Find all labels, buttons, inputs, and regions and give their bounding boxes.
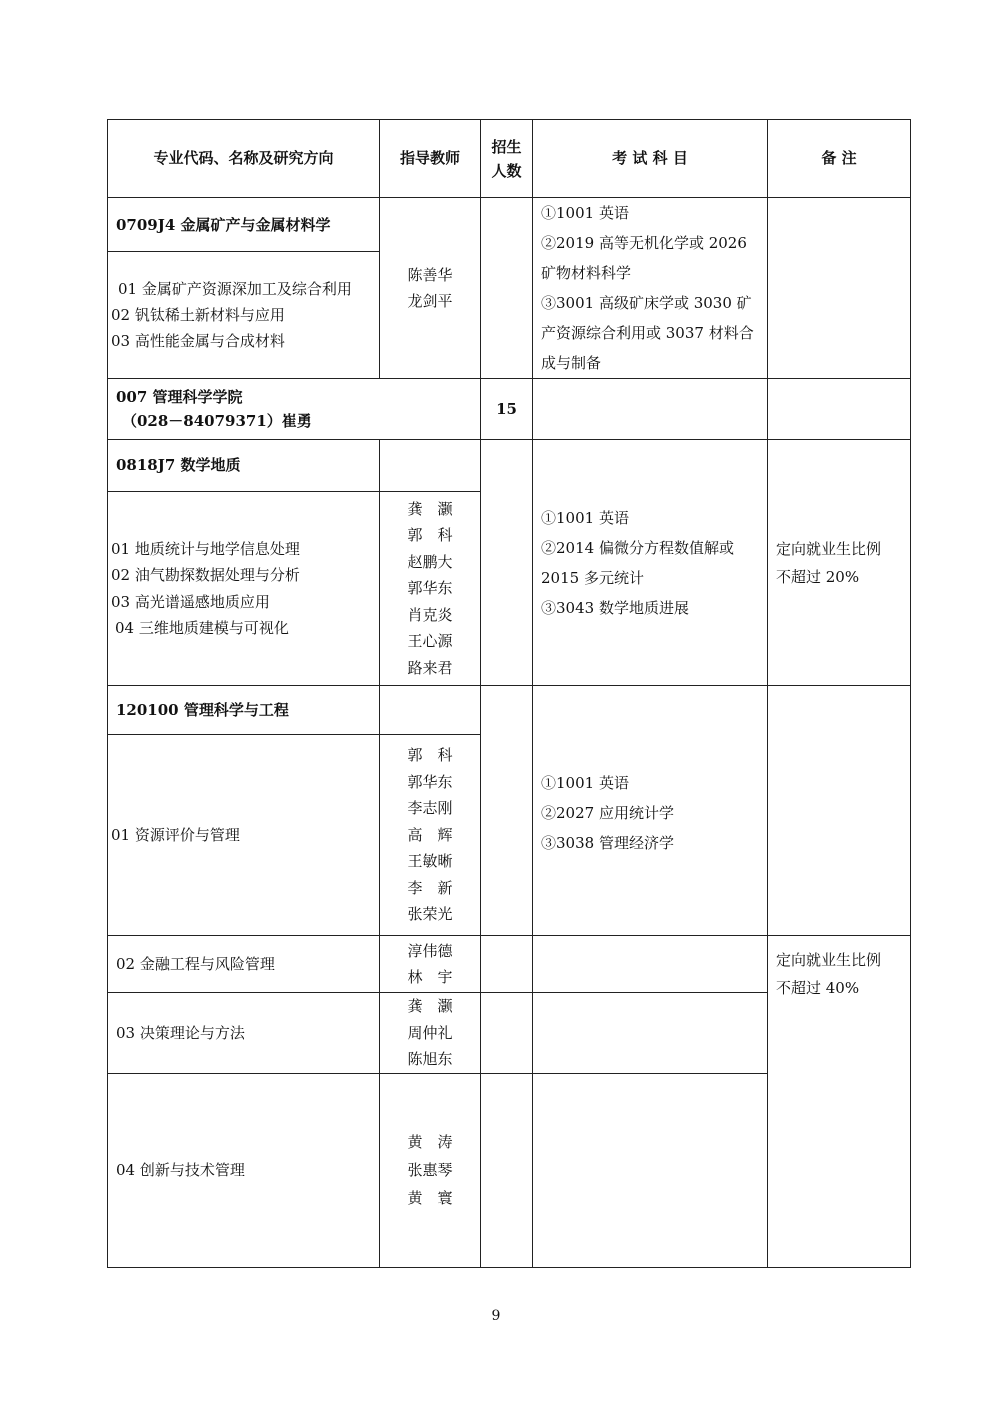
count-cell	[481, 936, 533, 993]
count-cell	[481, 993, 533, 1074]
count-cell	[481, 440, 533, 686]
exam-subjects: ①1001 英语 ②2019 高等无机化学或 2026 矿物材料科学 ③3001 高级矿床学或 3030 矿产资源综合利用或 3037 材料合成与制备	[533, 198, 768, 379]
research-directions: 01 金属矿产资源深加工及综合利用 02 钒钛稀土新材料与应用 03 高性能金属与合成材料	[108, 252, 380, 379]
count-cell	[481, 198, 533, 379]
teacher-list: 龚 灏 郭 科 赵鹏大 郭华东 肖克炎 王心源 路来君	[380, 492, 481, 686]
teacher-list: 陈善华 龙剑平	[380, 198, 481, 379]
institute-name: 007 管理科学学院 （028－84079371）崔勇	[108, 379, 481, 440]
header-major: 专业代码、名称及研究方向	[108, 120, 380, 198]
count-cell	[481, 686, 533, 936]
teacher-list: 黄 涛 张惠琴 黄 寰	[380, 1073, 481, 1267]
major-code: 0709J4 金属矿产与金属材料学	[108, 198, 380, 252]
research-directions: 01 地质统计与地学信息处理 02 油气勘探数据处理与分析 03 高光谱遥感地质应用 04 三维地质建模与可视化	[108, 492, 380, 686]
major-code: 120100 管理科学与工程	[108, 686, 380, 735]
research-direction: 02 金融工程与风险管理	[108, 936, 380, 993]
table-row	[108, 686, 911, 735]
header-teacher: 指导教师	[380, 120, 481, 198]
research-direction: 01 资源评价与管理	[108, 735, 380, 936]
table-row	[108, 379, 911, 440]
exam-subjects: ①1001 英语 ②2027 应用统计学 ③3038 管理经济学	[533, 686, 768, 936]
teacher-cell	[380, 686, 481, 735]
teacher-cell	[380, 440, 481, 492]
exam-subjects	[533, 1073, 768, 1267]
header-exam: 考 试 科 目	[533, 120, 768, 198]
teacher-list: 淳伟德 林 宇	[380, 936, 481, 993]
teacher-list: 郭 科 郭华东 李志刚 高 辉 王敏晰 李 新 张荣光	[380, 735, 481, 936]
exam-subjects	[533, 379, 768, 440]
note-cell	[768, 379, 911, 440]
note-cell: 定向就业生比例 不超过 40%	[768, 936, 911, 1268]
page-number: 9	[491, 1308, 501, 1324]
note-cell	[768, 686, 911, 936]
note-cell: 定向就业生比例 不超过 20%	[768, 440, 911, 686]
count-cell	[481, 1073, 533, 1267]
institute-count: 15	[481, 379, 533, 440]
exam-subjects: ①1001 英语 ②2014 偏微分方程数值解或 2015 多元统计 ③3043 数学地质进展	[533, 440, 768, 686]
research-direction: 03 决策理论与方法	[108, 993, 380, 1074]
header-note: 备 注	[768, 120, 911, 198]
table-row	[108, 440, 911, 492]
enrollment-table	[107, 119, 911, 1268]
exam-subjects	[533, 993, 768, 1074]
table-row	[108, 936, 911, 993]
table-header-row	[108, 120, 911, 198]
research-direction: 04 创新与技术管理	[108, 1073, 380, 1267]
table-row	[108, 198, 911, 252]
note-cell	[768, 198, 911, 379]
major-code: 0818J7 数学地质	[108, 440, 380, 492]
exam-subjects	[533, 936, 768, 993]
header-count: 招生 人数	[481, 120, 533, 198]
teacher-list: 龚 灏 周仲礼 陈旭东	[380, 993, 481, 1074]
